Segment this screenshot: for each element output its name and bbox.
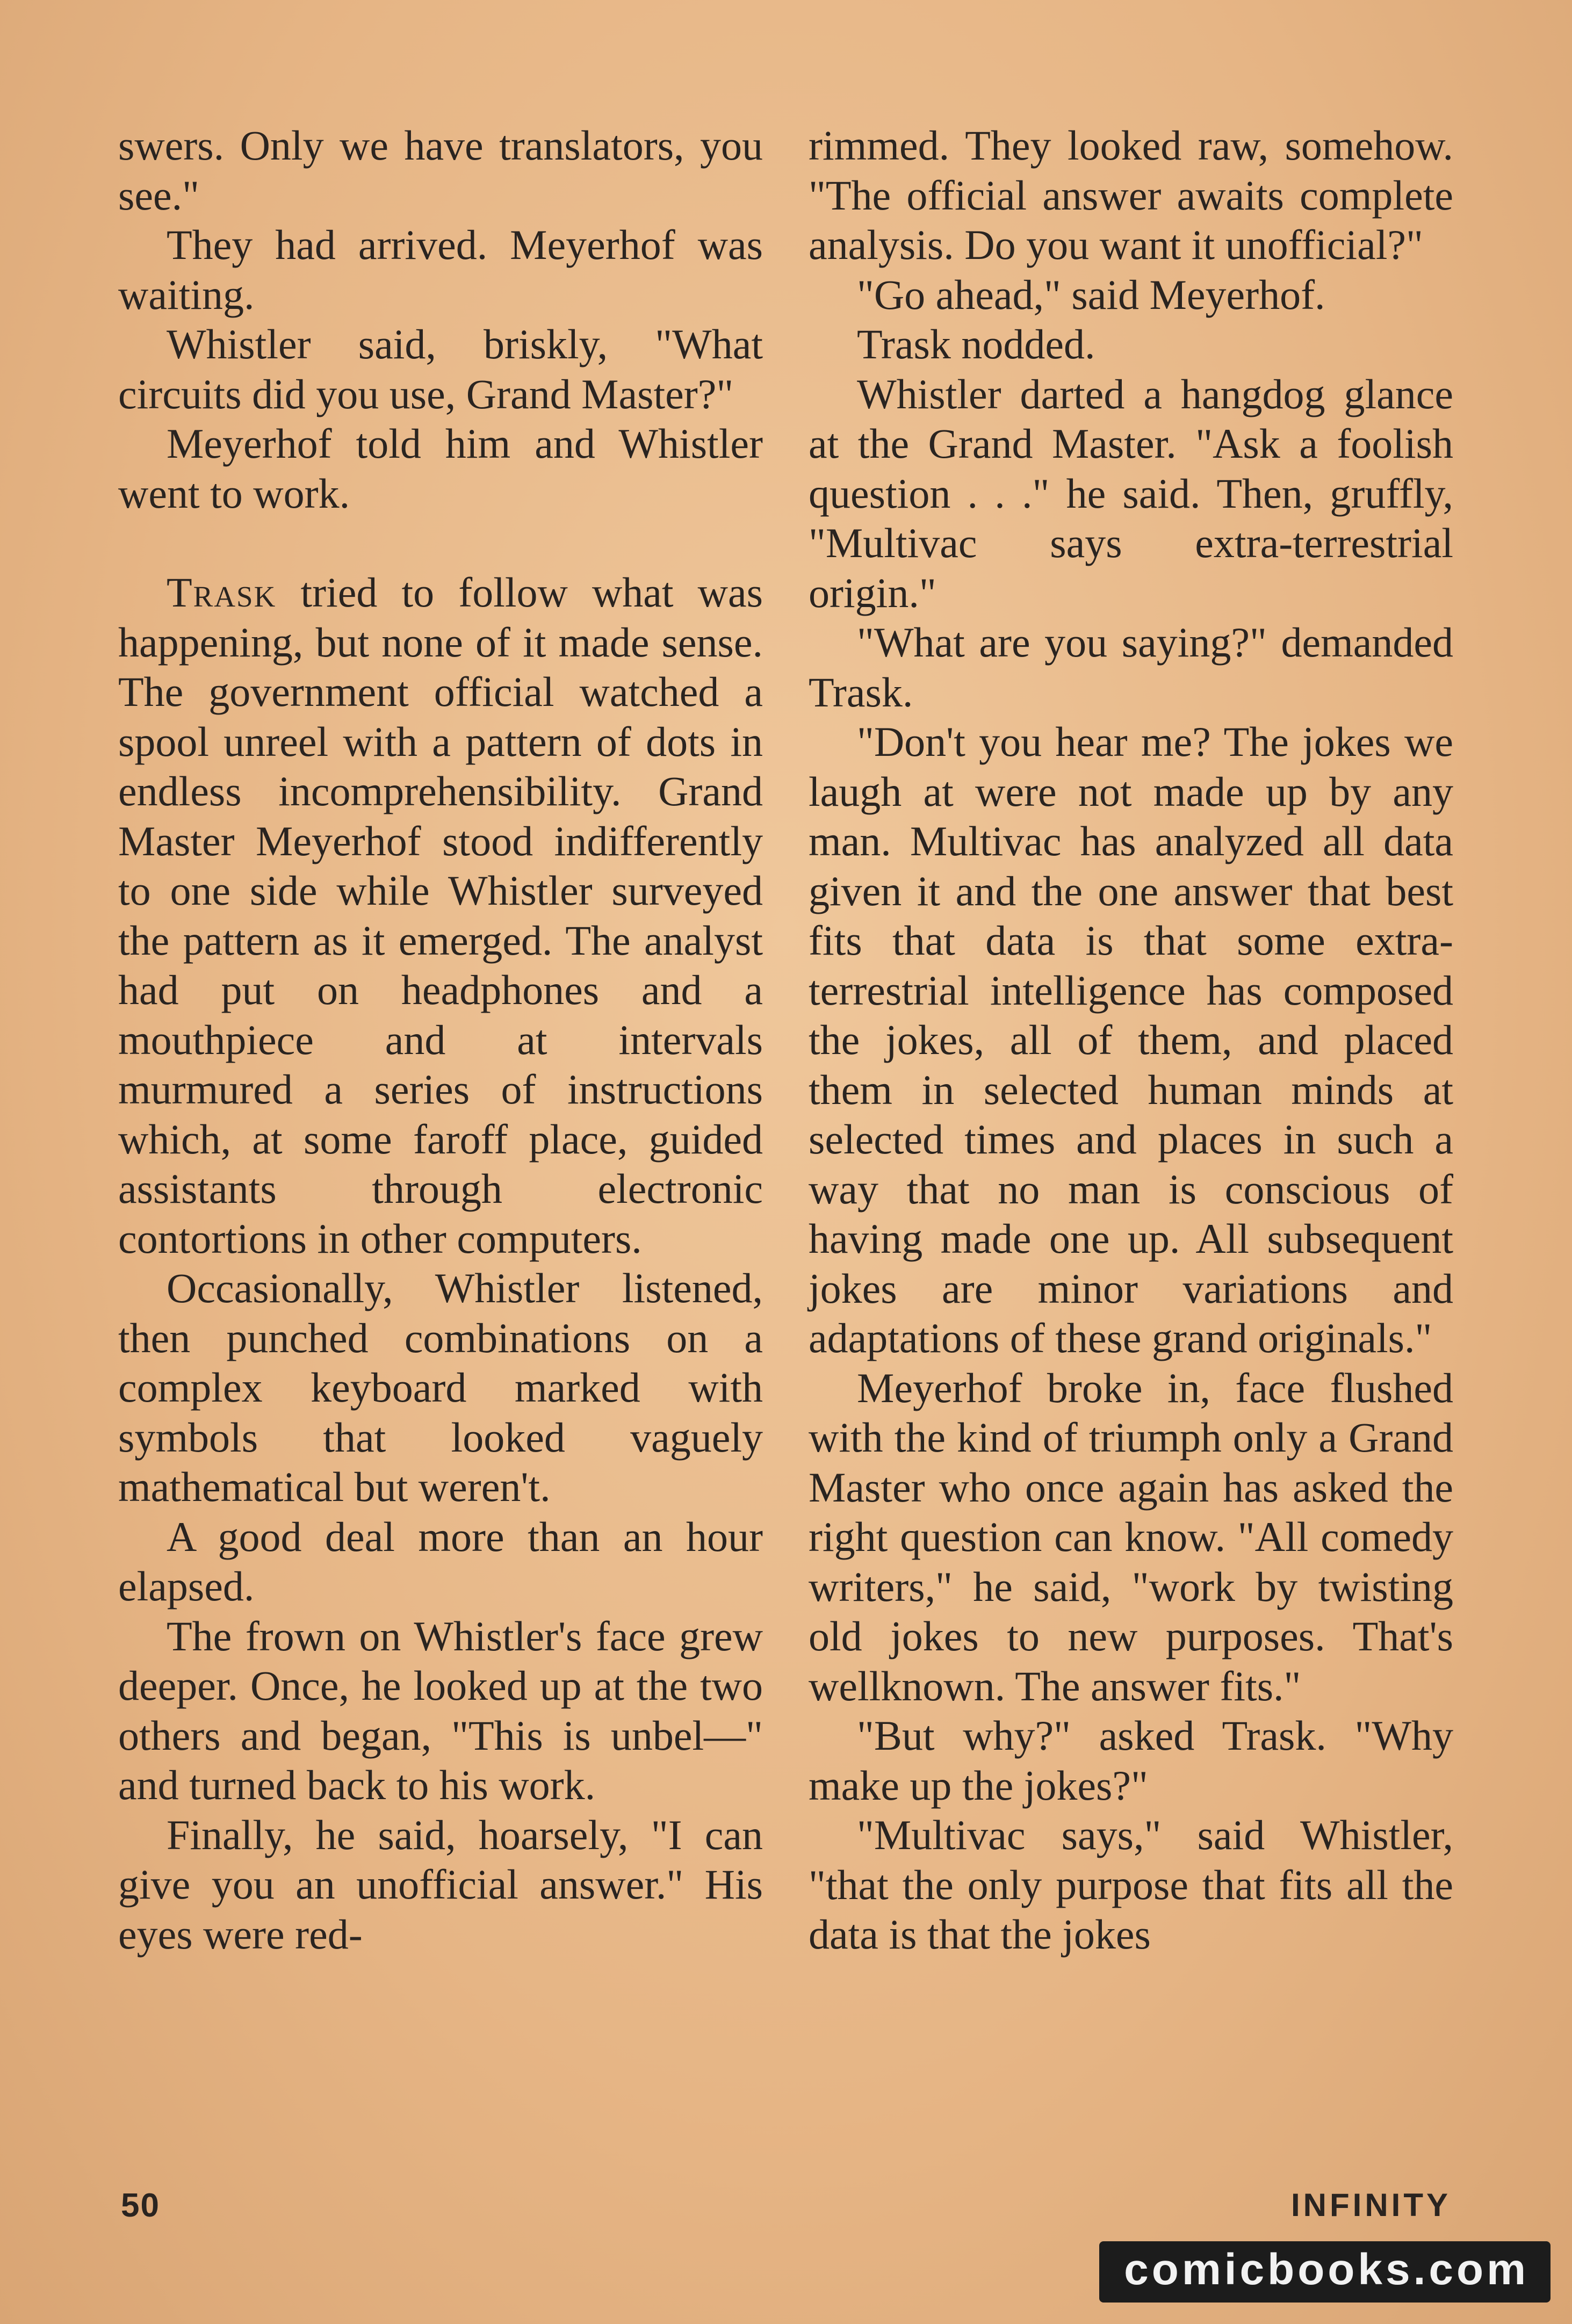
paragraph: Whistler said, briskly, "What circuits did you use, Grand Master?": [118, 321, 763, 417]
paragraph: The frown on Whistler's face grew deeper. Once, he looked up at the two others and began, "This is unbel—" and turned back to his work.: [118, 1612, 763, 1808]
page-number: 50: [121, 2187, 160, 2224]
paragraph: Trask nodded.: [857, 321, 1095, 367]
paragraph: "What are you saying?" demanded Trask.: [809, 619, 1453, 716]
paragraph: Occasionally, Whistler listened, then punched combinations on a complex keyboard marked with symbols that looked vaguely mathematical but weren't.: [118, 1265, 763, 1510]
running-title: INFINITY: [1291, 2187, 1451, 2223]
paragraph: Whistler darted a hangdog glance at the Grand Master. "Ask a foolish question . . ." he said. Then, gruffly, "Multivac says extra-terrestrial origin.": [809, 370, 1453, 616]
paragraph: "But why?" asked Trask. "Why make up the jokes?": [809, 1712, 1453, 1809]
paragraph: "Go ahead," said Meyerhof.: [857, 271, 1325, 318]
site-watermark: comicbooks.com: [1099, 2241, 1551, 2303]
paragraph: Finally, he said, hoarsely, "I can give you an unofficial answer." His eyes were red-: [118, 1811, 763, 1958]
paragraph: Meyerhof broke in, face flushed with the kind of triumph only a Grand Master who once again has asked the right question can know. "All comedy writers," he said, "work by twisting old jokes to new purposes. That's wellknown. The answer fits.": [809, 1364, 1453, 1709]
paragraph: swers. Only we have translators, you see.": [118, 122, 763, 219]
right-column: [809, 121, 1453, 1960]
paragraph: Meyerhof told him and Whistler went to work.: [118, 420, 763, 517]
left-column: [118, 121, 763, 1959]
paragraph: rimmed. They looked raw, somehow. "The official answer awaits complete analysis. Do you want it unofficial?": [809, 122, 1453, 268]
paragraph: They had arrived. Meyerhof was waiting.: [118, 221, 763, 318]
paragraph: A good deal more than an hour elapsed.: [118, 1513, 763, 1610]
paragraph: "Don't you hear me? The jokes we laugh at were not made up by any man. Multivac has analyzed all data given it and the one answer that best fits that data is that some extra-terrestrial intelligence has composed the jokes, all of them, and placed them in selected human minds at selected times and places in such a way that no man is conscious of having made one up. All subsequent jokes are minor variations and adaptations of these grand originals.": [809, 718, 1453, 1361]
small-caps-lead-word: Trask: [167, 569, 277, 616]
paragraph-text: tried to follow what was happening, but none of it made sense. The government official watched a spool unreel with a pattern of dots in endless incomprehensibility. Grand Master Meyerhof stood indifferently to one side while Whistler surveyed the pattern as it emerged. The analyst had put on headphones and a mouthpiece and at intervals murmured a series of instructions which, at some faroff place, guided assistants through electronic contortions in other computers.: [118, 569, 763, 1262]
section-opening-paragraph: [118, 568, 763, 1264]
paragraph: "Multivac says," said Whistler, "that the only purpose that fits all the data is that the jokes: [809, 1811, 1453, 1958]
